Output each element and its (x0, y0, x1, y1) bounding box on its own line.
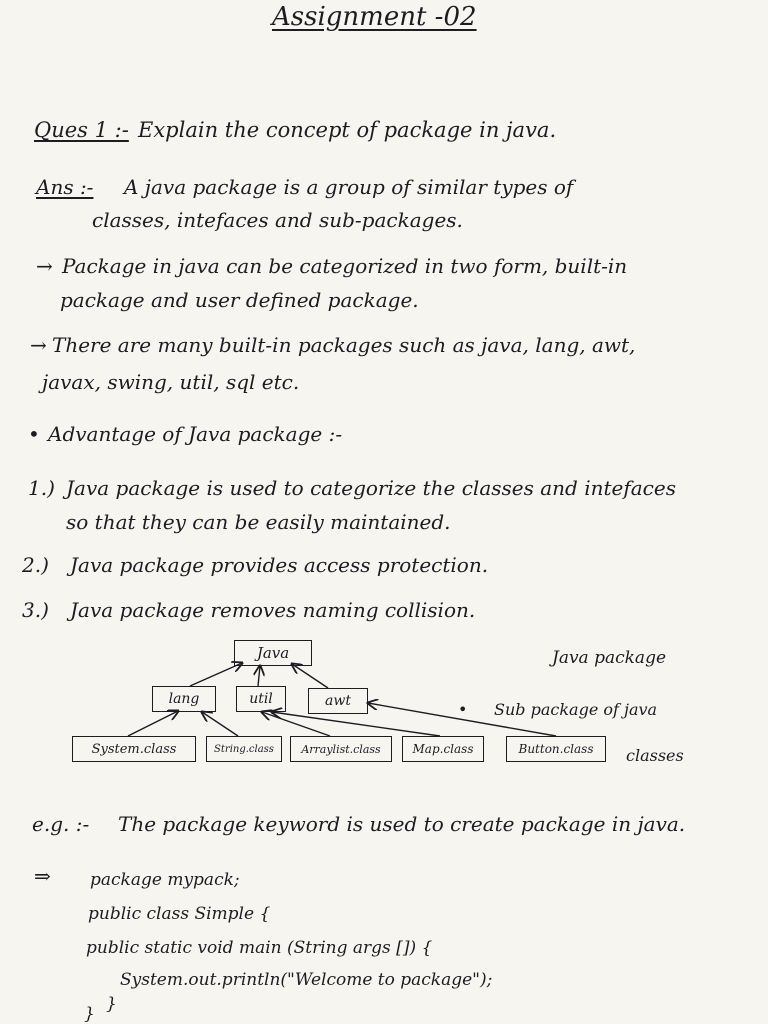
point-1-line-2: package and user defined package. (60, 288, 419, 312)
diagram-class-arraylist: Arraylist.class (290, 736, 392, 762)
diagram-label-classes: classes (626, 746, 684, 765)
point-2-line-2: javax, swing, util, sql etc. (42, 370, 300, 394)
point-marker: → (36, 254, 53, 278)
diagram-root-java: Java (234, 640, 312, 666)
diagram-label-root: Java package (552, 648, 667, 668)
answer-line-2: classes, intefaces and sub-packages. (92, 208, 463, 232)
advantage-1-number: 1.) (28, 476, 55, 500)
diagram-class-map: Map.class (402, 736, 484, 762)
code-line-4: System.out.println("Welcome to package"); (120, 970, 493, 990)
answer-label: Ans :- (36, 175, 94, 199)
diagram-class-string: String.class (206, 736, 282, 762)
advantage-3-number: 3.) (22, 598, 49, 622)
diagram-label-sub: Sub package of java (494, 700, 658, 719)
answer-line-1: A java package is a group of similar types of (124, 175, 574, 199)
point-marker: → (30, 333, 47, 357)
diagram-class-button: Button.class (506, 736, 606, 762)
advantage-3-line: Java package removes naming collision. (70, 598, 476, 622)
code-line-5: } (106, 994, 117, 1014)
bullet-dot: • (28, 422, 40, 446)
diagram-subpackage-awt: awt (308, 688, 368, 714)
code-line-1: package mypack; (90, 870, 240, 890)
code-line-6: } (84, 1004, 95, 1024)
code-line-2: public class Simple { (88, 904, 271, 924)
page-title: Assignment -02 (272, 2, 477, 32)
example-arrow: ⇒ (34, 864, 51, 888)
advantage-1-line-2: so that they can be easily maintained. (66, 510, 451, 534)
question-label: Ques 1 :- (34, 118, 129, 142)
diagram-class-system: System.class (72, 736, 196, 762)
question-text: Explain the concept of package in java. (138, 118, 557, 142)
example-label: e.g. :- (32, 812, 90, 836)
point-2-line-1: There are many built-in packages such as java, lang, awt, (52, 333, 636, 357)
example-text: The package keyword is used to create package in java. (118, 812, 686, 836)
diagram-subpackage-util: util (236, 686, 286, 712)
advantage-2-number: 2.) (22, 553, 49, 577)
diagram-subpackage-lang: lang (152, 686, 216, 712)
point-1-line-1: Package in java can be categorized in two form, built-in (62, 254, 628, 278)
advantage-2-line: Java package provides access protection. (70, 553, 489, 577)
diagram-dot: • (458, 700, 468, 719)
code-line-3: public static void main (String args []) { (86, 938, 433, 958)
advantage-1-line-1: Java package is used to categorize the classes and intefaces (66, 476, 676, 500)
advantages-heading: Advantage of Java package :- (48, 422, 343, 446)
